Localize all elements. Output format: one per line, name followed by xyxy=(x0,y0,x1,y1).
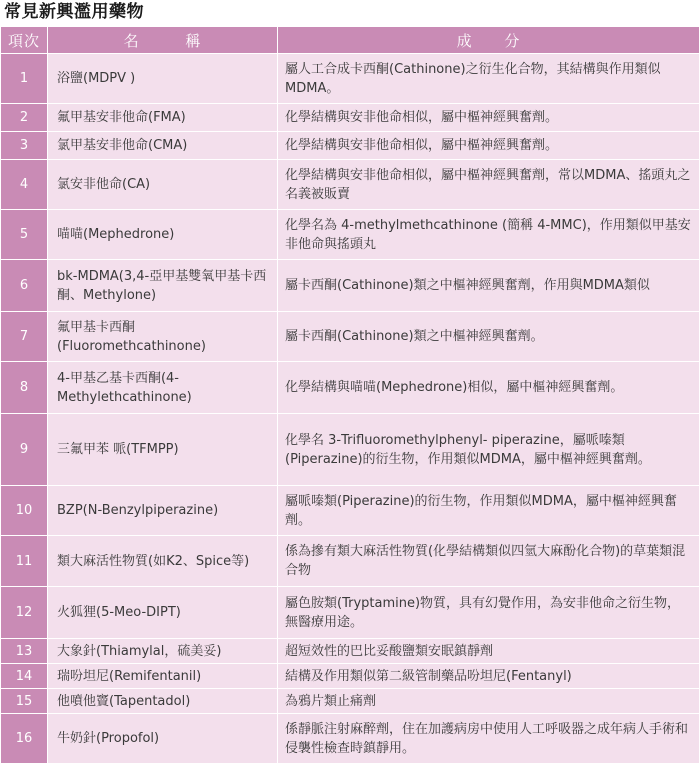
row-num: 2 xyxy=(1,104,48,132)
drug-composition: 化學結構與安非他命相似，屬中樞神經興奮劑，常以MDMA、搖頭丸之名義被販賣 xyxy=(278,160,699,210)
drug-name: bk-MDMA(3,4-亞甲基雙氧甲基卡西酮、Methylone) xyxy=(48,260,278,312)
table-header-row xyxy=(1,27,699,54)
drug-name: 他噴他竇(Tapentadol) xyxy=(48,689,278,714)
row-num: 15 xyxy=(1,689,48,714)
drug-composition: 化學結構與安非他命相似，屬中樞神經興奮劑。 xyxy=(278,132,699,160)
row-num: 16 xyxy=(1,714,48,764)
drug-name: BZP(N-Benzylpiperazine) xyxy=(48,486,278,536)
drug-composition: 超短效性的巴比妥酸鹽類安眠鎮靜劑 xyxy=(278,639,699,664)
row-num: 8 xyxy=(1,362,48,414)
drug-name: 氯安非他命(CA) xyxy=(48,160,278,210)
row-num: 10 xyxy=(1,486,48,536)
row-num: 12 xyxy=(1,587,48,639)
table-row xyxy=(1,362,699,414)
row-num: 1 xyxy=(1,54,48,104)
drug-composition: 化學名為 4-methylmethcathinone (簡稱 4-MMC)，作用類似甲基安非他命與搖頭丸 xyxy=(278,210,699,260)
table-row xyxy=(1,639,699,664)
drug-composition: 係靜脈注射麻醉劑，住在加護病房中使用人工呼吸器之成年病人手術和侵襲性檢查時鎮靜用。 xyxy=(278,714,699,764)
drug-table xyxy=(0,26,699,764)
drug-composition: 係為摻有類大麻活性物質(化學結構類似四氫大麻酚化合物)的草葉類混合物 xyxy=(278,536,699,587)
drug-name: 氟甲基安非他命(FMA) xyxy=(48,104,278,132)
row-num: 9 xyxy=(1,414,48,486)
table-row xyxy=(1,664,699,689)
drug-composition: 化學結構與安非他命相似，屬中樞神經興奮劑。 xyxy=(278,104,699,132)
drug-name: 三氟甲苯 哌(TFMPP) xyxy=(48,414,278,486)
table-row xyxy=(1,689,699,714)
row-num: 14 xyxy=(1,664,48,689)
table-row xyxy=(1,132,699,160)
drug-name: 4-甲基乙基卡西酮(4-Methylethcathinone) xyxy=(48,362,278,414)
table-row xyxy=(1,536,699,587)
row-num: 6 xyxy=(1,260,48,312)
table-row xyxy=(1,160,699,210)
drug-composition: 為鴉片類止痛劑 xyxy=(278,689,699,714)
page-title: 常見新興濫用藥物 xyxy=(4,2,144,22)
table-row xyxy=(1,312,699,362)
table-row xyxy=(1,714,699,764)
table-row xyxy=(1,104,699,132)
header-num: 項次 xyxy=(1,27,48,54)
row-num: 11 xyxy=(1,536,48,587)
drug-composition: 屬色胺類(Tryptamine)物質，具有幻覺作用，為安非他命之衍生物，無醫療用途。 xyxy=(278,587,699,639)
drug-name: 大象針(Thiamylal，硫美妥) xyxy=(48,639,278,664)
drug-name: 火狐狸(5-Meo-DIPT) xyxy=(48,587,278,639)
drug-composition: 化學名 3-Trifluoromethylphenyl- piperazine，屬哌嗪類(Piperazine)的衍生物，作用類似MDMA，屬中樞神經興奮劑。 xyxy=(278,414,699,486)
drug-composition: 化學結構與喵喵(Mephedrone)相似，屬中樞神經興奮劑。 xyxy=(278,362,699,414)
row-num: 3 xyxy=(1,132,48,160)
drug-composition: 屬卡西酮(Cathinone)類之中樞神經興奮劑。 xyxy=(278,312,699,362)
drug-name: 喵喵(Mephedrone) xyxy=(48,210,278,260)
drug-name: 浴鹽(MDPV ) xyxy=(48,54,278,104)
drug-name: 瑞吩坦尼(Remifentanil) xyxy=(48,664,278,689)
drug-name: 氯甲基安非他命(CMA) xyxy=(48,132,278,160)
table-row xyxy=(1,414,699,486)
table-row xyxy=(1,260,699,312)
table-row xyxy=(1,54,699,104)
table-body xyxy=(1,54,699,764)
table-row xyxy=(1,486,699,536)
header-composition: 成 分 xyxy=(278,27,699,54)
drug-composition: 屬人工合成卡西酮(Cathinone)之衍生化合物，其結構與作用類似MDMA。 xyxy=(278,54,699,104)
table-row xyxy=(1,587,699,639)
row-num: 4 xyxy=(1,160,48,210)
row-num: 7 xyxy=(1,312,48,362)
row-num: 13 xyxy=(1,639,48,664)
drug-composition: 屬哌嗪類(Piperazine)的衍生物，作用類似MDMA，屬中樞神經興奮劑。 xyxy=(278,486,699,536)
drug-composition: 結構及作用類似第二級管制藥品吩坦尼(Fentanyl) xyxy=(278,664,699,689)
table-row xyxy=(1,210,699,260)
drug-name: 氟甲基卡西酮(Fluoromethcathinone) xyxy=(48,312,278,362)
header-name: 名 稱 xyxy=(48,27,278,54)
row-num: 5 xyxy=(1,210,48,260)
drug-name: 類大麻活性物質(如K2、Spice等) xyxy=(48,536,278,587)
drug-composition: 屬卡西酮(Cathinone)類之中樞神經興奮劑，作用與MDMA類似 xyxy=(278,260,699,312)
drug-name: 牛奶針(Propofol) xyxy=(48,714,278,764)
